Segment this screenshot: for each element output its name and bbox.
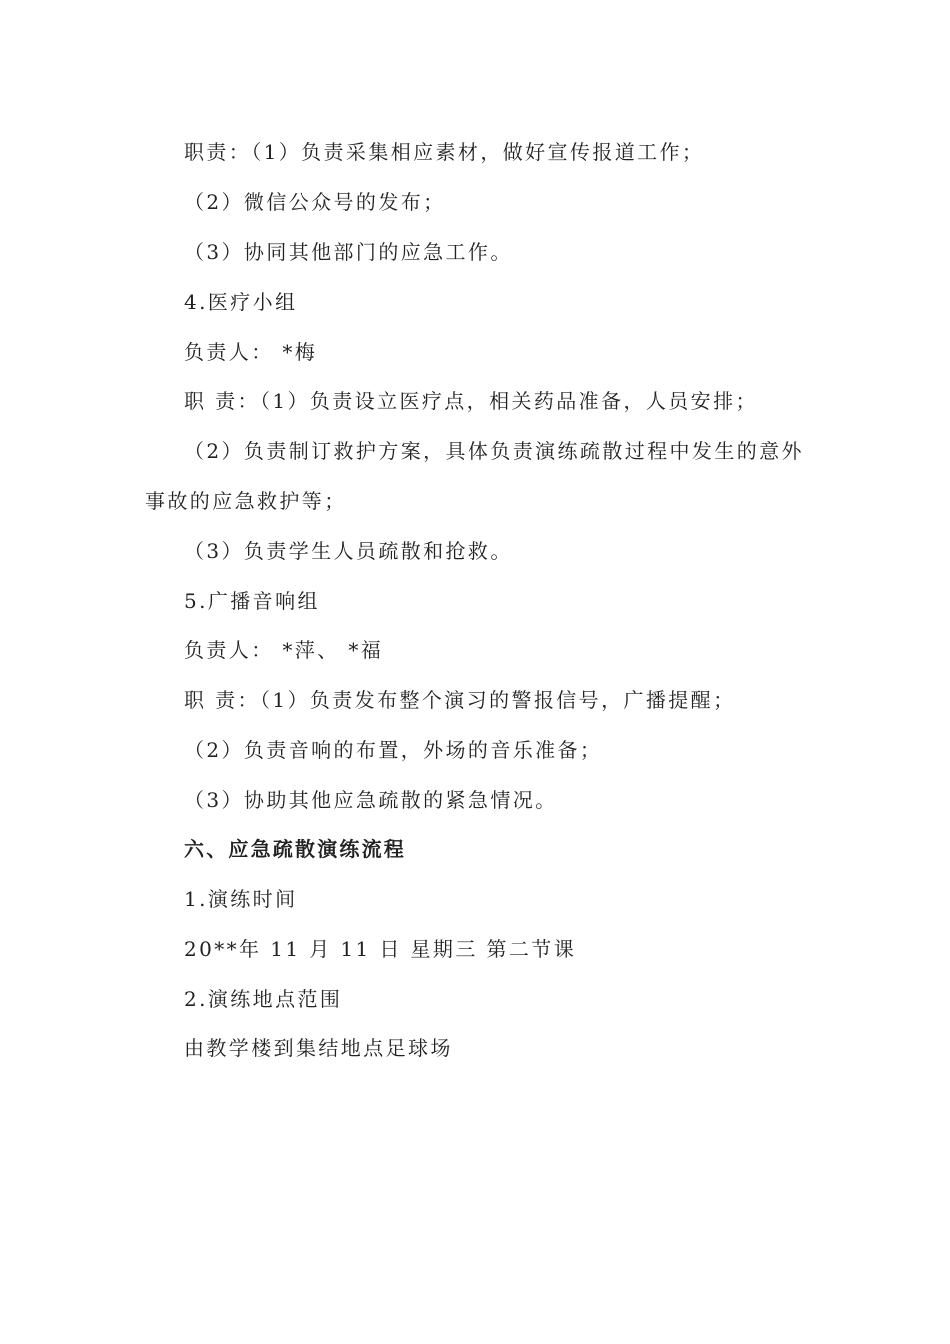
medical-duty-line-2-continued: 事故的应急救护等；	[145, 489, 347, 513]
section-heading-drill-process: 六、应急疏散演练流程	[184, 837, 406, 861]
drill-location-value: 由教学楼到集结地点足球场	[184, 1036, 453, 1060]
medical-duty-line-1: 职 责：（1）负责设立医疗点，相关药品准备，人员安排；	[184, 389, 758, 413]
broadcast-group-leader: 负责人： *萍、 *福	[184, 638, 384, 662]
drill-time-heading: 1.演练时间	[184, 887, 298, 911]
publicity-duty-line-1: 职责：（1）负责采集相应素材，做好宣传报道工作；	[184, 140, 705, 164]
broadcast-duty-line-2: （2）负责音响的布置，外场的音乐准备；	[184, 738, 603, 762]
medical-duty-line-3: （3）负责学生人员疏散和抢救。	[184, 539, 513, 563]
medical-group-leader: 负责人： *梅	[184, 340, 318, 364]
broadcast-duty-line-1: 职 责：（1）负责发布整个演习的警报信号，广播提醒；	[184, 688, 736, 712]
publicity-duty-line-2: （2）微信公众号的发布；	[184, 190, 446, 214]
publicity-duty-line-3: （3）协同其他部门的应急工作。	[184, 240, 513, 264]
broadcast-group-heading: 5.广播音响组	[184, 589, 320, 613]
drill-time-value: 20**年 11 月 11 日 星期三 第二节课	[184, 937, 577, 961]
medical-duty-line-2: （2）负责制订救护方案，具体负责演练疏散过程中发生的意外	[184, 439, 804, 463]
broadcast-duty-line-3: （3）协助其他应急疏散的紧急情况。	[184, 788, 558, 812]
drill-location-heading: 2.演练地点范围	[184, 987, 343, 1011]
medical-group-heading: 4.医疗小组	[184, 290, 298, 314]
